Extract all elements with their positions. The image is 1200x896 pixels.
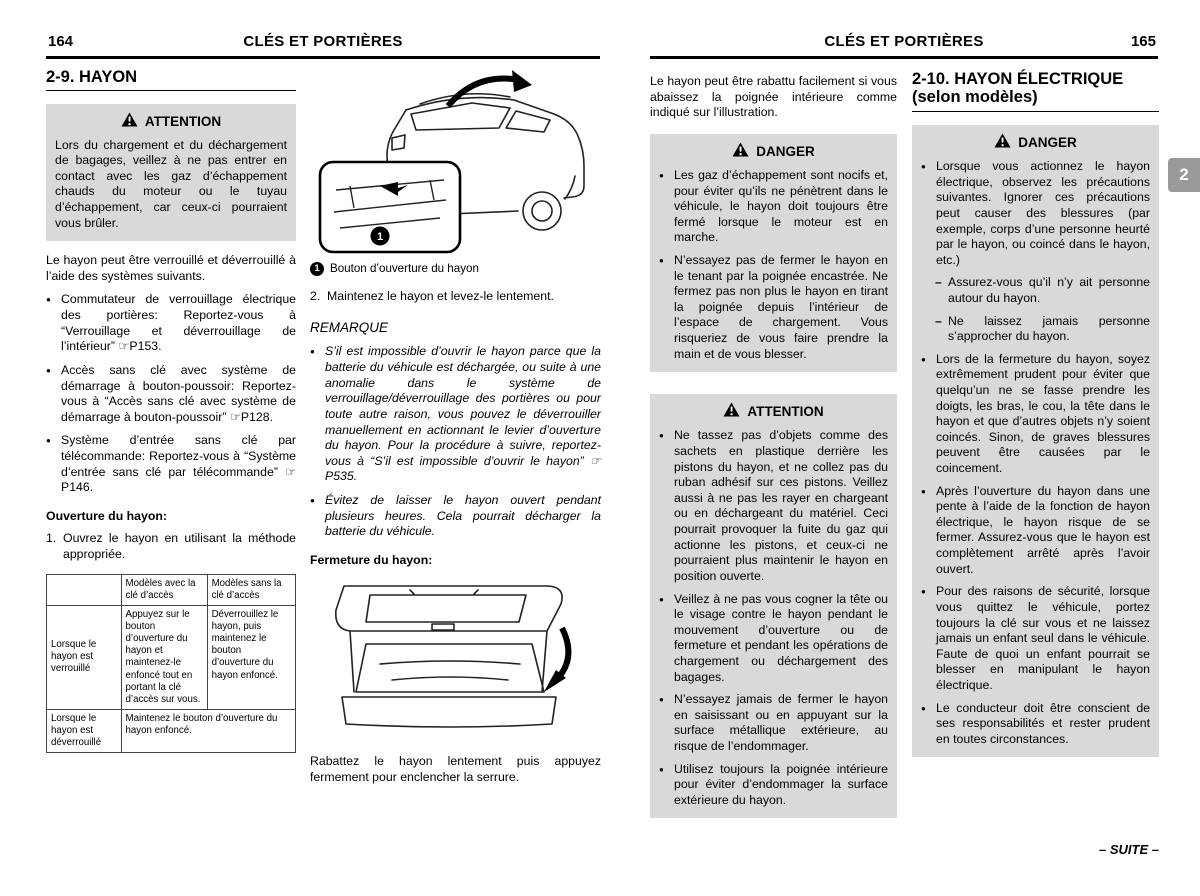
table-cell: Appuyez sur le bouton d’ouverture du hayon et maintenez-le enfoncé tout en portant la clé d’accès sur vous. (121, 605, 207, 709)
warning-triangle-icon (994, 133, 1011, 152)
chapter-tab-2: 2 (1168, 158, 1200, 192)
remark-item (310, 344, 601, 484)
danger-item (921, 484, 1150, 578)
attention-box-title: ATTENTION (144, 114, 222, 130)
list-item-text: Commutateur de verrouillage électrique des portières: Reportez-vous à “Verrouillage et déverrouillage de l’intérieur” ☞P153. (61, 292, 296, 354)
remark-item (310, 493, 601, 540)
attention-item-text: Utilisez toujours la poignée intérieure pour éviter d’endommager la surface extérieure du hayon. (674, 761, 888, 807)
step-text: Maintenez le hayon et levez-le lentement. (327, 288, 554, 303)
bullet-icon (46, 292, 61, 354)
bullet-icon (46, 363, 61, 425)
right-page-header-title: CLÉS ET PORTIÈRES (824, 33, 984, 50)
attention-item (659, 592, 888, 686)
danger-box-title: DANGER (1018, 134, 1077, 150)
remark-item-text: S’il est impossible d’ouvrir le hayon parce que la batterie du véhicule est déchargée, ou suite à une anomalie dans le système de verrouillage/déverrouillage des portières ou pour toute autre raison, vous pouvez le déverrouiller manuellement en actionnant le levier d’ouverture du hayon. Pour la procédure à suivre, reportez-vous à “S’il est impossible d’ouvrir le hayon” ☞P535. (325, 344, 601, 484)
remark-item-text: Évitez de laisser le hayon ouvert pendant plusieurs heures. Cela pourrait décharger la batterie du véhicule. (325, 492, 601, 539)
attention-item (659, 762, 888, 809)
step-number: 2. (310, 288, 321, 303)
page164-column-left (46, 62, 296, 753)
step-2 (310, 289, 601, 305)
attention-item-text: N’essayez jamais de fermer le hayon en saisissant ou en appuyant sur la surface métallique extérieure, au risque de l’endommager. (674, 692, 888, 753)
danger-item-text: Les gaz d’échappement sont nocifs et, pour éviter qu’ils ne pénètrent dans le véhicule, le hayon doit toujours être fermé lorsque le moteur est en marche. (674, 167, 888, 245)
danger-item-text: Lors de la fermeture du hayon, soyez extrêmement prudent pour éviter que quelqu’un ne se fasse prendre les doigts, les bras, le cou, la tête dans le hayon et que d’autres objets n’y soient coincés. Sinon, de graves blessures peuvent être causées par le coincement. (936, 351, 1150, 476)
marker-1-badge: 1 (310, 262, 324, 276)
bullet-icon (310, 493, 325, 540)
attention-box-165 (650, 394, 897, 818)
section-title-hayon-electrique (912, 70, 1159, 112)
page164-column-right (310, 62, 601, 786)
bullet-icon (659, 692, 674, 754)
section-title-line1: 2-10. HAYON ÉLECTRIQUE (912, 70, 1124, 88)
left-page-header-title: CLÉS ET PORTIÈRES (243, 33, 403, 50)
open-tailgate-illustration (310, 574, 580, 742)
figure1-caption-text: Bouton d’ouverture du hayon (330, 262, 479, 275)
danger-box-header (659, 142, 888, 161)
step-number: 1. (46, 531, 57, 546)
bullet-icon (921, 352, 936, 477)
bullet-icon (46, 433, 61, 495)
right-page-number: 165 (1130, 33, 1156, 50)
dash-icon (935, 314, 948, 345)
figure1-caption (310, 262, 601, 277)
opening-heading: Ouverture du hayon: (46, 508, 167, 523)
list-item (46, 363, 296, 425)
left-page-header (46, 30, 600, 59)
danger-box-header (921, 133, 1150, 152)
page165-column-left (650, 70, 897, 818)
attention-item (659, 428, 888, 584)
bullet-icon (659, 762, 674, 809)
table-header-cell: Modèles sans la clé d’accès (207, 574, 295, 605)
danger-item (921, 352, 1150, 477)
warning-triangle-icon (121, 112, 138, 131)
danger-item-text: Le conducteur doit être conscient de ses responsabilités et rester prudent en toutes circonstances. (936, 700, 1150, 746)
list-item (46, 433, 296, 495)
bullet-icon (310, 344, 325, 484)
bullet-icon (921, 159, 936, 268)
opening-methods-table (46, 574, 296, 754)
bullet-icon (659, 168, 674, 246)
attention-item-text: Ne tassez pas d’objets comme des sachets en plastique derrière les pistons du hayon, et ne collez pas du ruban adhésif sur ces pistons. Veillez aussi à ne pas les rayer en chargeant ou en déchargeant du matériel. Ceci pourrait provoquer la fuite du gaz qui actionne les pistons, et ceux-ci ne pourraient plus maintenir le hayon en position ouverte. (674, 428, 888, 583)
table-corner-cell (47, 574, 122, 605)
danger-box-title: DANGER (756, 143, 815, 159)
step-1 (46, 531, 296, 562)
bullet-icon (659, 253, 674, 362)
danger-item (659, 253, 888, 362)
attention-box-header (55, 112, 287, 131)
attention-box-header (659, 402, 888, 421)
danger-item-text: N’essayez pas de fermer le hayon en le tenant par la poignée encastrée. Ne fermez pas non plus le hayon en tirant la poignée depuis l’intérieur de l’espace de chargement. Vous risqueriez de vous faire prendre la main et de vous blesser. (674, 253, 888, 361)
table-cell: Maintenez le bouton d’ouverture du hayon enfoncé. (121, 709, 295, 752)
table-header-row (47, 574, 296, 605)
danger-item-text: Après l’ouverture du hayon dans une pente à l’aide de la fonction de hayon électrique, le hayon risque de se fermer. Assurez-vous que le hayon est complètement arrêté après l’avoir ouvert. (936, 483, 1150, 576)
table-header-cell: Modèles avec la clé d’accès (121, 574, 207, 605)
bullet-icon (921, 701, 936, 748)
bullet-icon (659, 428, 674, 584)
table-cell: Déverrouillez le hayon, puis maintenez le bouton d’ouverture du hayon enfoncé. (207, 605, 295, 709)
danger-item (921, 701, 1150, 748)
attention-box-title: ATTENTION (747, 404, 824, 420)
warning-triangle-icon (732, 142, 749, 161)
danger-box-165-left (650, 134, 897, 372)
list-item (46, 292, 296, 354)
suv-rear-illustration (310, 68, 601, 258)
attention-box-body: Lors du chargement et du déchargement de bagages, veillez à ne pas entrer en contact avec les gaz d’échappement chauds du moteur ou le tuyau d’échappement, car ceux-ci pourraient vous brûler. (55, 137, 287, 230)
list-item-text: Accès sans clé avec système de démarrage à bouton-poussoir: Reportez-vous à “Accès sans clé avec système de démarrage à bouton-poussoir” ☞P128. (61, 362, 296, 424)
danger-item (659, 168, 888, 246)
suite-footer: – SUITE – (1099, 842, 1159, 857)
left-page-number: 164 (48, 33, 74, 50)
section-title-hayon: 2-9. HAYON (46, 68, 296, 91)
figure1-marker-in-art: 1 (376, 231, 384, 243)
remark-title: REMARQUE (310, 320, 389, 336)
intro-paragraph: Le hayon peut être verrouillé et déverrouillé à l’aide des systèmes suivants. (46, 253, 296, 283)
table-row-label: Lorsque le hayon est verrouillé (47, 605, 122, 709)
danger-box-165-right (912, 125, 1159, 757)
tailgate-closing-figure (310, 574, 601, 742)
danger-sub-item-text: Ne laissez jamais personne s’approcher du hayon. (948, 313, 1150, 344)
danger-item-text: Pour des raisons de sécurité, lorsque vous quittez le véhicule, portez toujours la clé sur vous et ne laissez jamais un enfant seul dans le véhicule. Faute de quoi un enfant pourrait se blesser en manipulant le hayon électrique. (936, 584, 1150, 692)
closing-paragraph: Rabattez le hayon lentement puis appuyez fermement pour enclencher la serrure. (310, 754, 601, 784)
danger-sub-item-text: Assurez-vous qu’il n’y ait personne autour du hayon. (948, 275, 1150, 305)
intro-paragraph-165: Le hayon peut être rabattu facilement si vous abaissez la poignée intérieure comme indiqué sur l’illustration. (650, 74, 897, 120)
attention-box-164 (46, 104, 296, 241)
right-page-header (650, 30, 1158, 59)
attention-item-text: Veillez à ne pas vous cogner la tête ou le visage contre le hayon pendant le mouvement d’ouverture ou de fermeture et pendant les opérations de chargement ou déchargement des bagages. (674, 591, 888, 684)
danger-sub-item (935, 314, 1150, 345)
tailgate-opening-figure (310, 68, 601, 258)
table-row-label: Lorsque le hayon est déverrouillé (47, 709, 122, 752)
danger-item (921, 159, 1150, 268)
warning-triangle-icon (723, 402, 740, 421)
danger-item (921, 584, 1150, 693)
table-row (47, 605, 296, 709)
closing-heading: Fermeture du hayon: (310, 552, 433, 567)
danger-sub-item (935, 275, 1150, 306)
table-row (47, 709, 296, 752)
step-text: Ouvrez le hayon en utilisant la méthode appropriée. (63, 531, 296, 562)
attention-item (659, 692, 888, 754)
bullet-icon (921, 584, 936, 693)
page165-column-right (912, 64, 1159, 757)
section-title-line2: (selon modèles) (912, 88, 1038, 107)
bullet-icon (659, 592, 674, 686)
remark-block (310, 319, 601, 539)
dash-icon (935, 275, 948, 306)
list-item-text: Système d’entrée sans clé par télécommande: Reportez-vous à “Système d’entrée sans clé par télécommande” ☞P146. (61, 433, 296, 495)
bullet-icon (921, 484, 936, 578)
danger-item-text: Lorsque vous actionnez le hayon électrique, observez les précautions suivantes. Ignorer ces précautions peut causer des blessures (par exemple, corps d’une personne heurté par le hayon, ou coincé dans le hayon, etc.) (936, 159, 1150, 267)
